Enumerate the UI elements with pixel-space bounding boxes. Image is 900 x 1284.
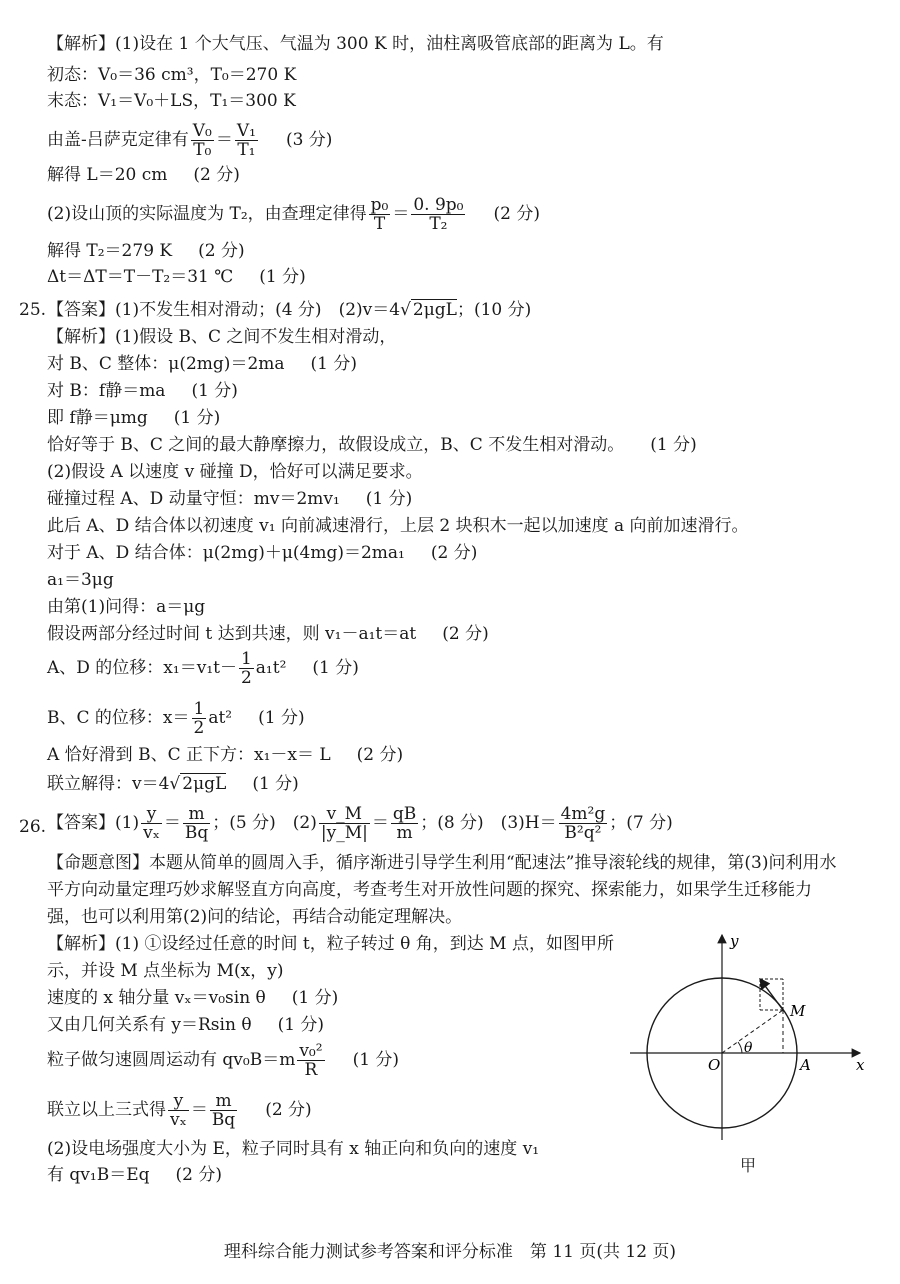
fraction: $\frac{1}{2}$: [193, 699, 205, 738]
question-number: 26.: [19, 817, 47, 837]
answer-line: 【答案】(1)不发生相对滑动；(4 分) (2)v＝4√ 2μgL；(10 分): [47, 300, 532, 320]
fraction: $\frac{\text{v₀²}}{R}$: [299, 1041, 323, 1080]
text-line: (2)设电场强度大小为 E，粒子同时具有 x 轴正向和负向的速度 v₁: [47, 1139, 540, 1159]
equation-line: (2)设山顶的实际温度为 T₂，由查理定律得 $\frac{\text{p₀}}{T}$ ＝ $\frac{\text{0. 9p₀}}{\text{T₂}}$ (2 分): [47, 195, 540, 234]
text-line: 假设两部分经过时间 t 达到共速，则 v₁－a₁t＝at (2 分): [47, 624, 489, 644]
fraction: $\frac{\text{p₀}}{T}$: [370, 195, 389, 234]
equation-line: 粒子做匀速圆周运动有 qv₀B＝m $\frac{\text{v₀²}}{R}$ (1 分): [47, 1041, 400, 1080]
text-line: 碰撞过程 A、D 动量守恒：mv＝2mv₁ (1 分): [47, 489, 413, 509]
text-line: Δt＝ΔT＝T－T₂＝31 ℃ (1 分): [47, 267, 306, 287]
equation-line: A、D 的位移：x₁＝v₁t－ $\frac{1}{2}$ a₁t² (1 分): [47, 649, 359, 688]
text-line: 对 B、C 整体：μ(2mg)＝2ma (1 分): [47, 354, 357, 374]
text-line: 平方向动量定理巧妙求解竖直方向高度，考查考生对开放性问题的探究、探索能力，如果学生迁移能力: [47, 880, 812, 900]
fraction: $\frac{\text{V₀}}{\text{T₀}}$: [192, 121, 212, 160]
text-line: 即 f静＝μmg (1 分): [47, 408, 221, 428]
fraction: $\frac{\text{4m²g}}{\text{B²q²}}$: [560, 804, 606, 843]
text-line: 初态：V₀＝36 cm³，T₀＝270 K: [47, 65, 297, 85]
fraction: $\frac{m}{Bq}$: [211, 1091, 236, 1130]
text-line: (2)假设 A 以速度 v 碰撞 D，恰好可以满足要求。: [47, 462, 423, 482]
text-line: 解得 L＝20 cm (2 分): [47, 165, 240, 185]
page-footer: 理科综合能力测试参考答案和评分标准 第 11 页(共 12 页): [223, 1242, 677, 1262]
fraction: $\frac{y}{\text{vₓ}}$: [170, 1091, 187, 1130]
circle-diagram: [620, 930, 870, 1150]
fraction: $\frac{qB}{m}$: [392, 804, 417, 843]
fraction: $\frac{1}{2}$: [240, 649, 252, 688]
text-line: A 恰好滑到 B、C 正下方：x₁－x＝ L (2 分): [47, 745, 404, 765]
label-origin: O: [708, 1056, 721, 1074]
answer-line: 【答案】(1) $\frac{y}{\text{vₓ}}$ ＝ $\frac{m}{Bq}$ ；(5 分) (2) $\frac{v\_M}{|y\_M|}$ ＝ $\frac{qB}{m}$ ；(8 分) (3)H＝ $\frac{\text{4m²g}}{\text{B²q²}}$ ；(7 分): [47, 804, 673, 843]
radius-line: [722, 1010, 783, 1053]
fraction: $\frac{m}{Bq}$: [184, 804, 209, 843]
text-line: 对 B：f静＝ma (1 分): [47, 381, 238, 401]
figure-caption: 甲: [740, 1156, 757, 1175]
text-line: 速度的 x 轴分量 vₓ＝v₀sin θ (1 分): [47, 988, 339, 1008]
text-line: 对于 A、D 结合体：μ(2mg)＋μ(4mg)＝2ma₁ (2 分): [47, 543, 478, 563]
fraction: $\frac{\text{V₁}}{\text{T₁}}$: [236, 121, 256, 160]
label-theta: θ: [744, 1040, 753, 1056]
theta-arc: [738, 1042, 742, 1053]
text-line: 由第(1)问得：a＝μg: [47, 597, 206, 617]
text-line: 示，并设 M 点坐标为 M(x，y): [47, 961, 284, 981]
text-line: 【解析】(1)设在 1 个大气压、气温为 300 K 时，油柱离吸管底部的距离为 L。有: [47, 34, 664, 54]
velocity-arrow: [760, 979, 783, 1010]
text-line: 联立解得：v＝4√ 2μgL (1 分): [47, 774, 299, 794]
label-A: A: [800, 1056, 811, 1074]
equation-line: B、C 的位移：x＝ $\frac{1}{2}$ at² (1 分): [47, 699, 305, 738]
fraction: $\frac{\text{0. 9p₀}}{\text{T₂}}$: [413, 195, 464, 234]
equation-line: 由盖-吕萨克定律有 $\frac{\text{V₀}}{\text{T₀}}$ ＝ $\frac{\text{V₁}}{\text{T₁}}$ (3 分): [47, 121, 333, 160]
question-number: 25.: [19, 300, 47, 320]
text-line: 【解析】(1) ①设经过任意的时间 t，粒子转过 θ 角，到达 M 点，如图甲所: [47, 934, 614, 954]
text-line: 又由几何关系有 y＝Rsin θ (1 分): [47, 1015, 325, 1035]
text-line: 解得 T₂＝279 K (2 分): [47, 241, 245, 261]
text-line: 强，也可以利用第(2)问的结论，再结合动能定理解决。: [47, 907, 463, 927]
text-line: a₁＝3μg: [47, 570, 114, 590]
text-line: 【命题意图】本题从简单的圆周入手，循序渐进引导学生利用“配速法”推导滚轮线的规律，第(3)问利用水: [47, 853, 837, 873]
text-line: 末态：V₁＝V₀＋LS，T₁＝300 K: [47, 91, 296, 111]
label-x: x: [856, 1056, 865, 1074]
fraction: $\frac{v\_M}{|y\_M|}$: [320, 804, 368, 843]
fraction: $\frac{y}{\text{vₓ}}$: [143, 804, 160, 843]
label-M: M: [790, 1002, 806, 1020]
text-line: 恰好等于 B、C 之间的最大静摩擦力，故假设成立，B、C 不发生相对滑动。 (1 分): [47, 435, 697, 455]
text-line: 【解析】(1)假设 B、C 之间不发生相对滑动，: [47, 327, 397, 347]
equation-line: 联立以上三式得 $\frac{y}{\text{vₓ}}$ ＝ $\frac{m}{Bq}$ (2 分): [47, 1091, 312, 1130]
label-y: y: [730, 932, 739, 950]
text-line: 此后 A、D 结合体以初速度 v₁ 向前减速滑行，上层 2 块积木一起以加速度 a 向前加速滑行。: [47, 516, 749, 536]
text-line: 有 qv₁B＝Eq (2 分): [47, 1165, 222, 1185]
